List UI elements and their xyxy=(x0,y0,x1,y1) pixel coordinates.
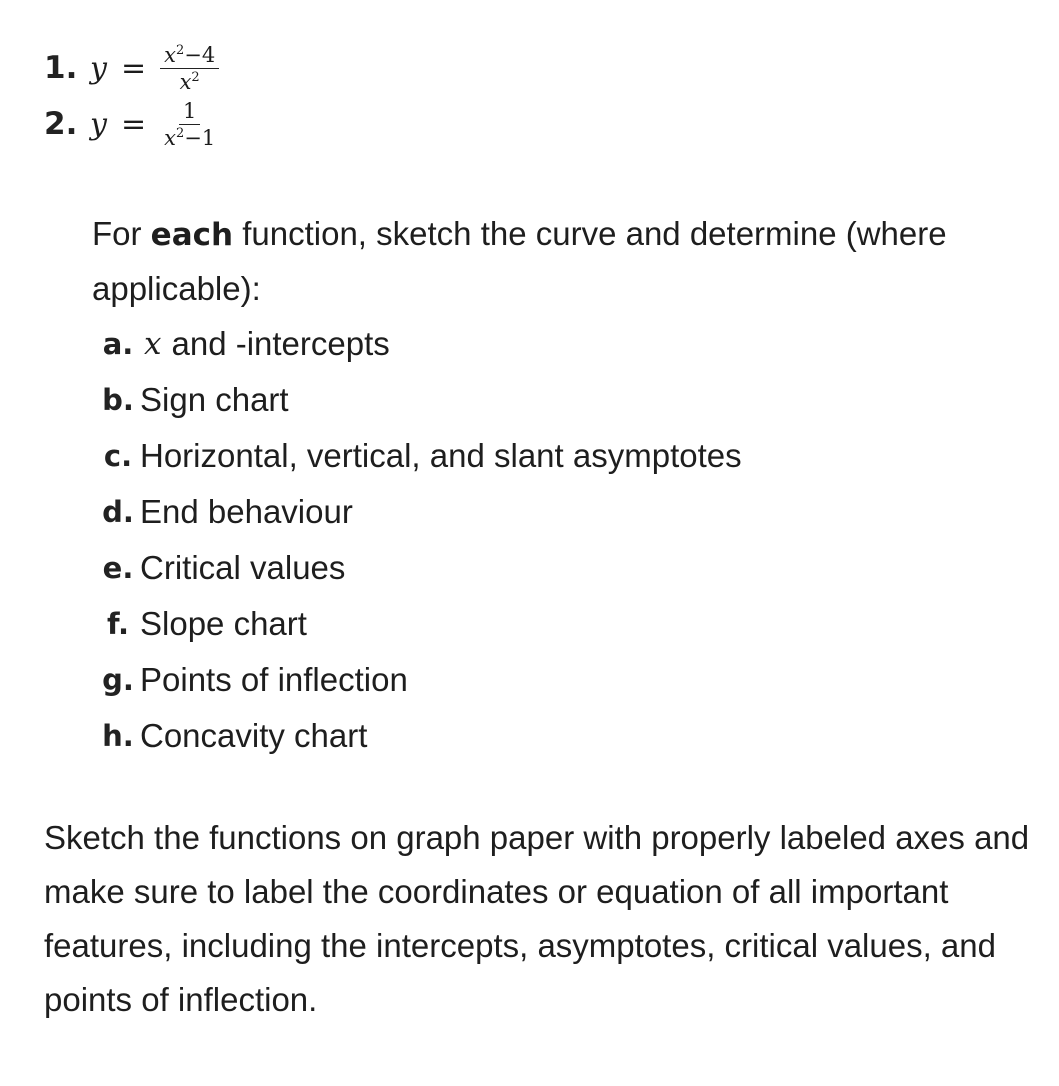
fraction-numerator: 1 xyxy=(179,99,200,125)
fraction-denominator: $x^2$ xyxy=(179,69,200,94)
list-item xyxy=(96,596,742,652)
function-fraction xyxy=(160,43,219,94)
task-list xyxy=(96,316,742,764)
list-item xyxy=(96,652,742,708)
function-fraction xyxy=(160,99,219,150)
list-item-text: Concavity chart xyxy=(140,717,368,754)
function-lhs: y xyxy=(90,106,107,142)
fraction-numerator: $x^2-4$ xyxy=(160,43,219,69)
function-lhs: y xyxy=(90,50,107,86)
list-item-text: Critical values xyxy=(140,549,346,586)
list-letter: b. xyxy=(102,383,134,417)
list-item xyxy=(96,428,742,484)
list-item xyxy=(96,372,742,428)
emphasis-each: each xyxy=(150,217,234,253)
list-item-text: Points of inflection xyxy=(140,661,408,698)
fraction-denominator: $x^2-1$ xyxy=(164,125,216,150)
list-item xyxy=(96,708,742,764)
list-item-text: Sign chart xyxy=(140,381,289,418)
footer-paragraph: Sketch the functions on graph paper with properly labeled axes and make sure to label the coordinates or equation of all important features, including the intercepts, asymptotes, critical values, and points of inflection. xyxy=(44,819,1030,1018)
function-number: 2. xyxy=(44,106,78,142)
equals-sign: = xyxy=(120,106,147,142)
function-number: 1. xyxy=(44,50,78,86)
list-item xyxy=(96,484,742,540)
list-item-text: End behaviour xyxy=(140,493,353,530)
variable-x: x xyxy=(144,326,162,362)
list-item xyxy=(96,540,742,596)
list-letter: e. xyxy=(102,551,134,585)
list-letter: d. xyxy=(102,495,134,529)
equals-sign: = xyxy=(120,50,147,86)
list-letter: a. xyxy=(102,327,134,361)
list-item-text: and -intercepts xyxy=(171,325,390,362)
list-letter: g. xyxy=(102,663,134,697)
list-letter: h. xyxy=(102,719,134,753)
instructions-paragraph: For each function, sketch the curve and determine (where applicable): xyxy=(92,215,947,307)
list-item-text: Horizontal, vertical, and slant asymptotes xyxy=(140,437,742,474)
function-item xyxy=(44,40,219,96)
list-letter: f. xyxy=(106,607,130,641)
list-letter: c. xyxy=(103,439,133,473)
function-item xyxy=(44,96,219,152)
list-item xyxy=(96,316,742,372)
list-item-text: Slope chart xyxy=(140,605,307,642)
function-list xyxy=(44,40,219,152)
